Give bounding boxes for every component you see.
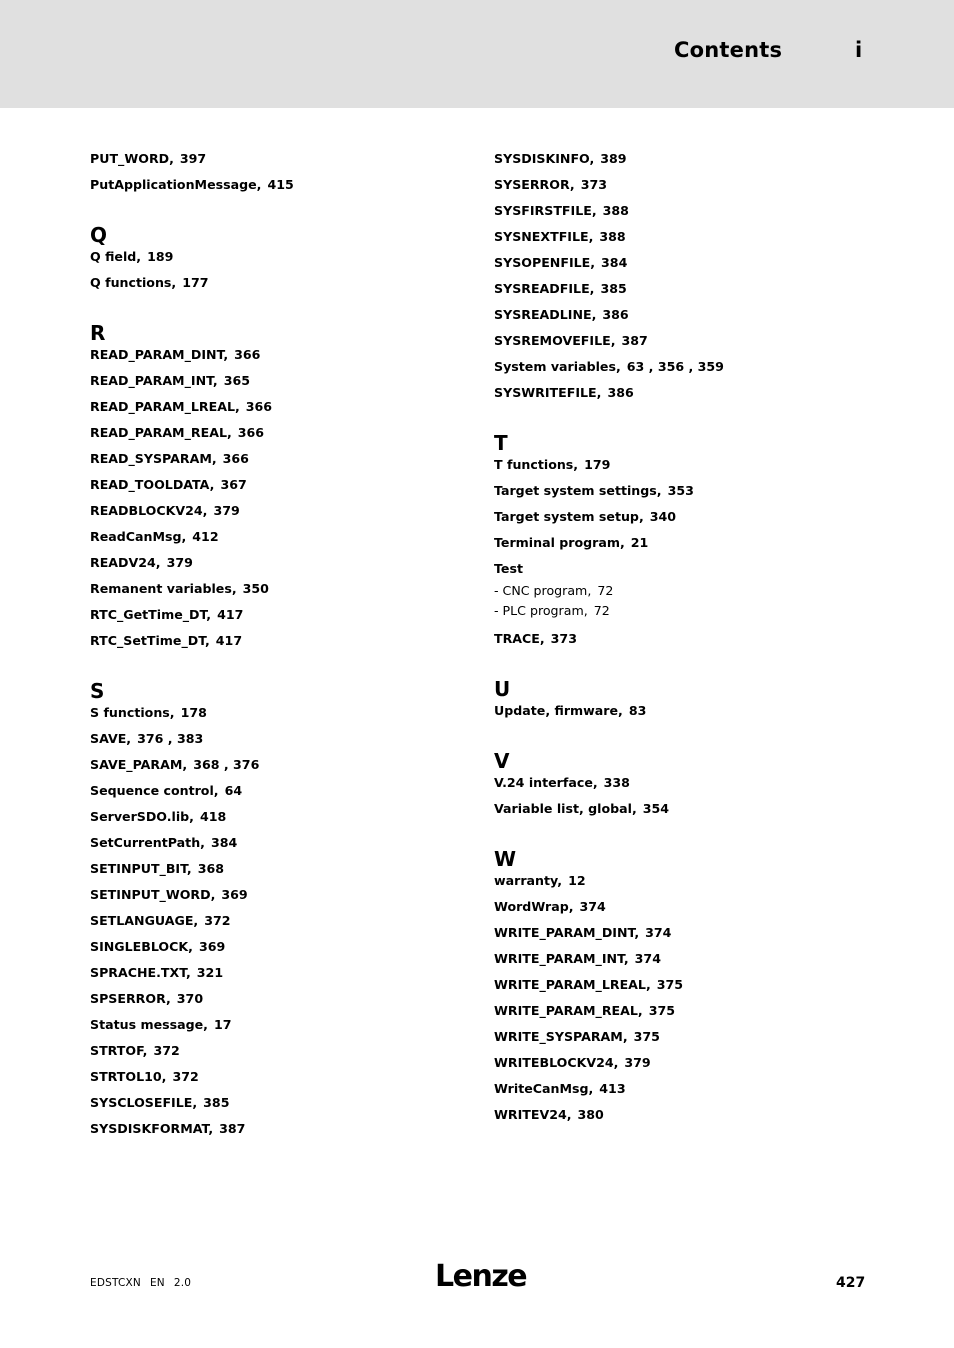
index-letter-heading: U: [494, 677, 511, 701]
page-reference[interactable]: 415: [267, 177, 294, 192]
index-term: WriteCanMsg,: [494, 1081, 594, 1096]
index-entry: [90, 476, 470, 502]
index-term: SYSREMOVEFILE,: [494, 333, 616, 348]
index-subentry: [494, 602, 874, 622]
index-term: SPSERROR,: [90, 991, 171, 1006]
page-reference[interactable]: 338: [603, 775, 630, 790]
index-letter-heading: Q: [90, 223, 108, 247]
index-entry: [90, 424, 470, 450]
index-term: SYSWRITEFILE,: [494, 385, 602, 400]
page-reference[interactable]: 397: [179, 151, 207, 166]
page-reference[interactable]: 366: [237, 425, 265, 440]
index-entry: [494, 150, 874, 176]
index-letter-heading: W: [494, 847, 517, 871]
index-entry: [90, 1094, 470, 1120]
index-entry: [494, 924, 874, 950]
index-term: Update, firmware,: [494, 703, 623, 718]
page-reference[interactable]: 374: [579, 899, 606, 914]
index-term: SYSCLOSEFILE,: [90, 1095, 198, 1110]
page-reference[interactable]: 412: [192, 529, 219, 544]
index-entry: [90, 730, 470, 756]
page-reference[interactable]: 385: [600, 281, 627, 296]
index-term: SAVE,: [90, 731, 132, 746]
index-entry: [494, 1054, 874, 1080]
index-entry: [494, 482, 874, 508]
index-term: PutApplicationMessage,: [90, 177, 262, 192]
index-entry: [90, 372, 470, 398]
page-reference[interactable]: 21: [630, 535, 649, 550]
page-reference[interactable]: 384: [210, 835, 238, 850]
index-term: WRITE_SYSPARAM,: [494, 1029, 628, 1044]
page-reference[interactable]: 366: [234, 347, 261, 362]
index-term: WRITEBLOCKV24,: [494, 1055, 619, 1070]
index-entry: [494, 176, 874, 202]
page-reference[interactable]: 367: [220, 477, 247, 492]
index-term: SETLANGUAGE,: [90, 913, 199, 928]
index-term: Remanent variables,: [90, 581, 237, 596]
index-entry: [90, 834, 470, 860]
index-term: warranty,: [494, 873, 563, 888]
page-reference[interactable]: 417: [217, 607, 244, 622]
index-term: V.24 interface,: [494, 775, 598, 790]
page-reference[interactable]: 178: [180, 705, 207, 720]
index-entry: [494, 254, 874, 280]
page-reference[interactable]: 387: [219, 1121, 246, 1136]
index-entry: [90, 964, 470, 990]
index-entry: [90, 808, 470, 834]
page-reference[interactable]: 379: [213, 503, 240, 518]
document-code: [90, 1277, 200, 1289]
index-term: READ_PARAM_LREAL,: [90, 399, 240, 414]
index-term: STRTOF,: [90, 1043, 148, 1058]
index-term: Sequence control,: [90, 783, 219, 798]
index-term: RTC_SetTime_DT,: [90, 633, 210, 648]
index-entry: [90, 990, 470, 1016]
page-reference[interactable]: 376 , 383: [137, 731, 204, 746]
index-entry-group: [494, 560, 874, 622]
index-entry: [494, 898, 874, 924]
page-reference[interactable]: 386: [607, 385, 634, 400]
index-term: READ_SYSPARAM,: [90, 451, 217, 466]
page-reference[interactable]: 417: [215, 633, 243, 648]
page-reference[interactable]: 380: [577, 1107, 604, 1122]
page-reference[interactable]: 368 , 376: [193, 757, 260, 772]
page-reference[interactable]: 387: [621, 333, 648, 348]
index-entry: [90, 782, 470, 808]
page-reference[interactable]: 372: [204, 913, 231, 928]
index-term: READ_PARAM_DINT,: [90, 347, 229, 362]
page-reference[interactable]: 72: [597, 583, 614, 598]
index-term: SYSNEXTFILE,: [494, 229, 594, 244]
page-reference[interactable]: 64: [224, 783, 243, 798]
page-reference[interactable]: 374: [645, 925, 672, 940]
index-entry: [90, 150, 470, 176]
index-entry: [90, 554, 470, 580]
page-header: [0, 0, 954, 108]
index-column-right: [494, 150, 874, 1132]
index-term: Terminal program,: [494, 535, 625, 550]
page-reference[interactable]: 379: [624, 1055, 651, 1070]
index-entry: [494, 702, 874, 728]
page-reference[interactable]: 379: [166, 555, 193, 570]
index-entry: [494, 872, 874, 898]
index-term: ServerSDO.lib,: [90, 809, 194, 824]
index-entry: [90, 502, 470, 528]
page-reference[interactable]: 63 , 356 , 359: [626, 359, 724, 374]
index-term: Status message,: [90, 1017, 208, 1032]
index-term: PUT_WORD,: [90, 151, 174, 166]
page-reference[interactable]: 365: [223, 373, 250, 388]
page-reference[interactable]: 384: [601, 255, 628, 270]
index-entry: [90, 756, 470, 782]
index-entry: [494, 202, 874, 228]
index-term: T functions,: [494, 457, 579, 472]
index-entry: [90, 1120, 470, 1146]
index-entry: [90, 274, 470, 300]
page-reference[interactable]: 340: [649, 509, 677, 524]
page-reference[interactable]: 321: [196, 965, 224, 980]
page-reference[interactable]: 373: [550, 631, 577, 646]
index-term: SETINPUT_WORD,: [90, 887, 216, 902]
info-icon: i: [855, 38, 863, 62]
index-entry: [90, 938, 470, 964]
index-entry: [90, 176, 470, 202]
index-term: S functions,: [90, 705, 175, 720]
index-subterm: - CNC program,: [494, 583, 592, 598]
index-term: STRTOL10,: [90, 1069, 167, 1084]
index-column-left: [90, 150, 470, 1146]
page-reference[interactable]: 17: [213, 1017, 232, 1032]
index-term: Target system setup,: [494, 509, 644, 524]
index-entry: [494, 280, 874, 306]
index-entry: [494, 630, 874, 656]
page-reference[interactable]: 369: [198, 939, 226, 954]
index-term: RTC_GetTime_DT,: [90, 607, 212, 622]
index-term: WRITEV24,: [494, 1107, 572, 1122]
doc-code: EDSTCXN: [90, 1277, 141, 1289]
index-entry: [90, 248, 470, 274]
index-subterm: - PLC program,: [494, 603, 588, 618]
index-entry: [494, 508, 874, 534]
index-term: SYSOPENFILE,: [494, 255, 596, 270]
page-reference[interactable]: 386: [602, 307, 629, 322]
index-term: SYSDISKFORMAT,: [90, 1121, 214, 1136]
index-term: SINGLEBLOCK,: [90, 939, 193, 954]
page-reference[interactable]: 373: [580, 177, 607, 192]
index-term: SYSERROR,: [494, 177, 575, 192]
index-letter-heading: S: [90, 679, 105, 703]
page-reference[interactable]: 418: [199, 809, 227, 824]
index-term: SPRACHE.TXT,: [90, 965, 191, 980]
index-term: WRITE_PARAM_INT,: [494, 951, 629, 966]
index-term: SYSFIRSTFILE,: [494, 203, 597, 218]
index-entry: [494, 332, 874, 358]
index-entry: [494, 358, 874, 384]
page-reference[interactable]: 413: [599, 1081, 626, 1096]
header-title: Contents: [674, 38, 783, 62]
index-entry: [494, 228, 874, 254]
index-entry: [90, 528, 470, 554]
page-reference[interactable]: 388: [599, 229, 626, 244]
index-term: WRITE_PARAM_REAL,: [494, 1003, 643, 1018]
page-reference[interactable]: 369: [221, 887, 248, 902]
index-letter-heading: V: [494, 749, 510, 773]
index-letter-heading: R: [90, 321, 106, 345]
index-entry: [494, 950, 874, 976]
page-reference[interactable]: 83: [628, 703, 647, 718]
index-entry: [494, 1106, 874, 1132]
index-term: WordWrap,: [494, 899, 574, 914]
index-entry: [90, 450, 470, 476]
index-entry: [90, 632, 470, 658]
index-entry: [494, 306, 874, 332]
page-reference[interactable]: 375: [633, 1029, 660, 1044]
page-reference[interactable]: 385: [203, 1095, 230, 1110]
index-entry: [494, 800, 874, 826]
index-entry: [90, 398, 470, 424]
page-reference[interactable]: 389: [600, 151, 627, 166]
index-term: READBLOCKV24,: [90, 503, 208, 518]
index-term: WRITE_PARAM_LREAL,: [494, 977, 651, 992]
page-reference[interactable]: 370: [176, 991, 204, 1006]
index-term: WRITE_PARAM_DINT,: [494, 925, 640, 940]
index-term: System variables,: [494, 359, 621, 374]
page-reference[interactable]: 374: [634, 951, 661, 966]
doc-version: 2.0: [173, 1277, 192, 1289]
index-term: READ_PARAM_REAL,: [90, 425, 232, 440]
index-term: READ_PARAM_INT,: [90, 373, 218, 388]
page-reference[interactable]: 366: [245, 399, 273, 414]
index-entry: [90, 912, 470, 938]
index-term: Variable list, global,: [494, 801, 637, 816]
index-entry: [494, 1002, 874, 1028]
index-entry: [90, 1068, 470, 1094]
index-term: Q functions,: [90, 275, 177, 290]
index-letter-heading: T: [494, 431, 508, 455]
index-term: TRACE,: [494, 631, 545, 646]
index-entry: [90, 1042, 470, 1068]
index-entry: [494, 1028, 874, 1054]
index-term: Q field,: [90, 249, 142, 264]
index-entry: [494, 1080, 874, 1106]
index-subentry: [494, 582, 874, 602]
page-reference[interactable]: 189: [147, 249, 174, 264]
page-reference[interactable]: 12: [568, 873, 586, 888]
page-reference[interactable]: 353: [667, 483, 694, 498]
page-reference[interactable]: 372: [153, 1043, 180, 1058]
index-term: ReadCanMsg,: [90, 529, 187, 544]
doc-language: EN: [149, 1277, 165, 1289]
index-term: SYSDISKINFO,: [494, 151, 595, 166]
page-reference[interactable]: 366: [222, 451, 249, 466]
index-term: Test: [494, 561, 523, 576]
index-term: SYSREADFILE,: [494, 281, 595, 296]
index-entry: [90, 1016, 470, 1042]
index-entry: [494, 456, 874, 482]
index-entry: [494, 384, 874, 410]
lenze-logo: Lenze: [435, 1259, 527, 1294]
page-number: 427: [836, 1275, 866, 1291]
page-reference[interactable]: 354: [642, 801, 670, 816]
index-entry: [90, 606, 470, 632]
page-reference[interactable]: 372: [172, 1069, 199, 1084]
index-term: READV24,: [90, 555, 161, 570]
index-entry: [494, 534, 874, 560]
index-entry: [90, 704, 470, 730]
index-entry: [494, 976, 874, 1002]
page-reference[interactable]: 179: [584, 457, 611, 472]
page-reference[interactable]: 375: [648, 1003, 676, 1018]
index-entry: [90, 886, 470, 912]
index-term: SAVE_PARAM,: [90, 757, 188, 772]
index-term: SETINPUT_BIT,: [90, 861, 192, 876]
index-entry: [90, 860, 470, 886]
index-entry: [90, 580, 470, 606]
index-term: SYSREADLINE,: [494, 307, 597, 322]
index-entry: [90, 346, 470, 372]
index-term: Target system settings,: [494, 483, 662, 498]
page-reference[interactable]: 368: [197, 861, 224, 876]
page-reference[interactable]: 388: [602, 203, 629, 218]
index-term: SetCurrentPath,: [90, 835, 205, 850]
page-reference[interactable]: 350: [242, 581, 269, 596]
index-entry: [494, 774, 874, 800]
index-term: READ_TOOLDATA,: [90, 477, 215, 492]
page-reference[interactable]: 375: [656, 977, 684, 992]
page-reference[interactable]: 177: [182, 275, 209, 290]
page-reference[interactable]: 72: [593, 603, 610, 618]
